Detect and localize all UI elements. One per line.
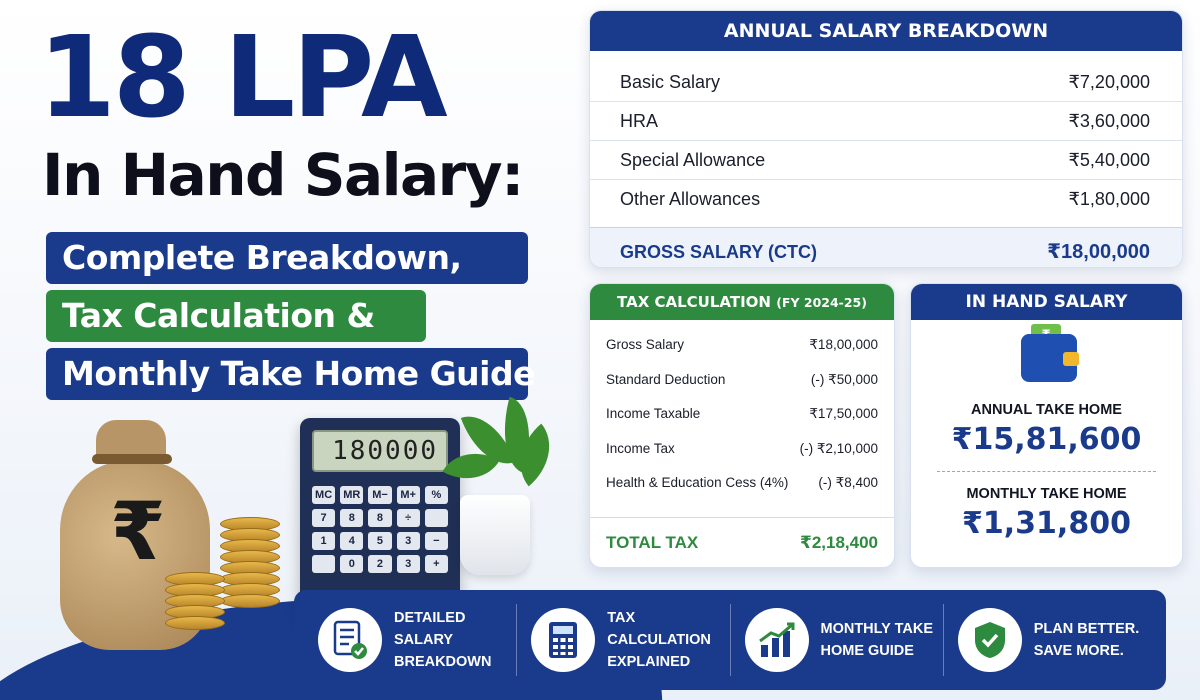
row-value: ₹5,40,000 (1068, 150, 1150, 170)
checklist-icon (318, 608, 382, 672)
row-label: Health & Education Cess (4%) (606, 475, 789, 490)
rupee-symbol: ₹ (110, 485, 166, 578)
table-row (590, 328, 894, 363)
row-label: Income Taxable (606, 406, 701, 421)
hero-subtitle: In Hand Salary: (42, 141, 523, 209)
calculator-icon (300, 418, 460, 618)
feature-text: PLAN BETTER. SAVE MORE. (1033, 621, 1140, 659)
table-row (590, 63, 1182, 102)
tax-calculation-heading (590, 284, 894, 320)
annual-take-home-label: ANNUAL TAKE HOME (971, 402, 1122, 418)
coin-stack (165, 575, 225, 630)
feature-plan-better (943, 604, 1156, 676)
tax-calculation-panel (589, 283, 895, 568)
money-bag-tie (92, 454, 172, 464)
divider (937, 471, 1156, 472)
table-row (590, 102, 1182, 141)
monthly-take-home-label: MONTHLY TAKE HOME (966, 486, 1127, 502)
table-row (590, 466, 894, 501)
row-label: Income Tax (606, 440, 675, 456)
table-row (590, 180, 1182, 219)
wallet-clasp (1063, 352, 1079, 366)
feature-monthly-guide (730, 604, 943, 676)
row-label: Basic Salary (620, 72, 721, 92)
feature-text: TAX CALCULATION EXPLAINED (607, 610, 711, 670)
tax-heading-text: TAX CALCULATION (617, 293, 771, 311)
annual-breakdown-heading: ANNUAL SALARY BREAKDOWN (590, 11, 1182, 51)
calculator-display: 180000 (312, 430, 448, 472)
row-value: ₹7,20,000 (1068, 72, 1150, 92)
total-value: ₹2,18,400 (799, 532, 878, 552)
plant-pot (460, 495, 530, 575)
tax-heading-fy: (FY 2024-25) (776, 295, 867, 310)
coin-stack (220, 520, 280, 608)
pill-complete-breakdown: Complete Breakdown, (46, 232, 528, 284)
feature-text: MONTHLY TAKE HOME GUIDE (820, 621, 934, 659)
monthly-take-home-value: ₹1,31,800 (962, 506, 1131, 541)
total-tax (590, 517, 894, 567)
row-value: (-) ₹2,10,000 (799, 440, 878, 456)
row-value: ₹17,50,000 (809, 406, 878, 421)
feature-tax-calculation (516, 604, 729, 676)
feature-text: DETAILED SALARY BREAKDOWN (394, 610, 492, 670)
row-value: (-) ₹8,400 (818, 475, 878, 490)
row-value: ₹3,60,000 (1068, 111, 1150, 131)
calculator-keys: MC MR M− M+ % 7 8 8 ÷ 1 4 5 3 − 0 2 3 + (312, 486, 448, 573)
row-label: Special Allowance (620, 150, 766, 170)
total-label: GROSS SALARY (CTC) (620, 242, 818, 262)
row-value: ₹1,80,000 (1068, 189, 1150, 209)
gross-salary-total (590, 227, 1182, 268)
in-hand-salary-panel (910, 283, 1183, 568)
total-value: ₹18,00,000 (1047, 241, 1150, 263)
hero-title: 18 LPA (38, 13, 445, 143)
feature-bar (294, 590, 1166, 690)
calculator-icon (531, 608, 595, 672)
pill-tax-calculation: Tax Calculation & (46, 290, 426, 342)
table-row (590, 141, 1182, 180)
annual-take-home-value: ₹15,81,600 (951, 422, 1142, 457)
growth-chart-icon (745, 608, 809, 672)
pill-monthly-take-home: Monthly Take Home Guide (46, 348, 528, 400)
table-row (590, 363, 894, 398)
row-label: Standard Deduction (606, 371, 726, 387)
row-label: HRA (620, 111, 659, 131)
annual-breakdown-panel (589, 10, 1183, 268)
table-row (590, 397, 894, 432)
row-value: (-) ₹50,000 (810, 371, 878, 387)
feature-salary-breakdown (304, 604, 516, 676)
shield-check-icon (958, 608, 1022, 672)
table-row (590, 432, 894, 467)
total-label: TOTAL TAX (606, 532, 699, 552)
wallet-icon (911, 320, 1182, 402)
row-value: ₹18,00,000 (809, 337, 878, 352)
row-label: Other Allowances (620, 189, 761, 209)
in-hand-heading: IN HAND SALARY (911, 284, 1182, 320)
row-label: Gross Salary (606, 337, 685, 352)
